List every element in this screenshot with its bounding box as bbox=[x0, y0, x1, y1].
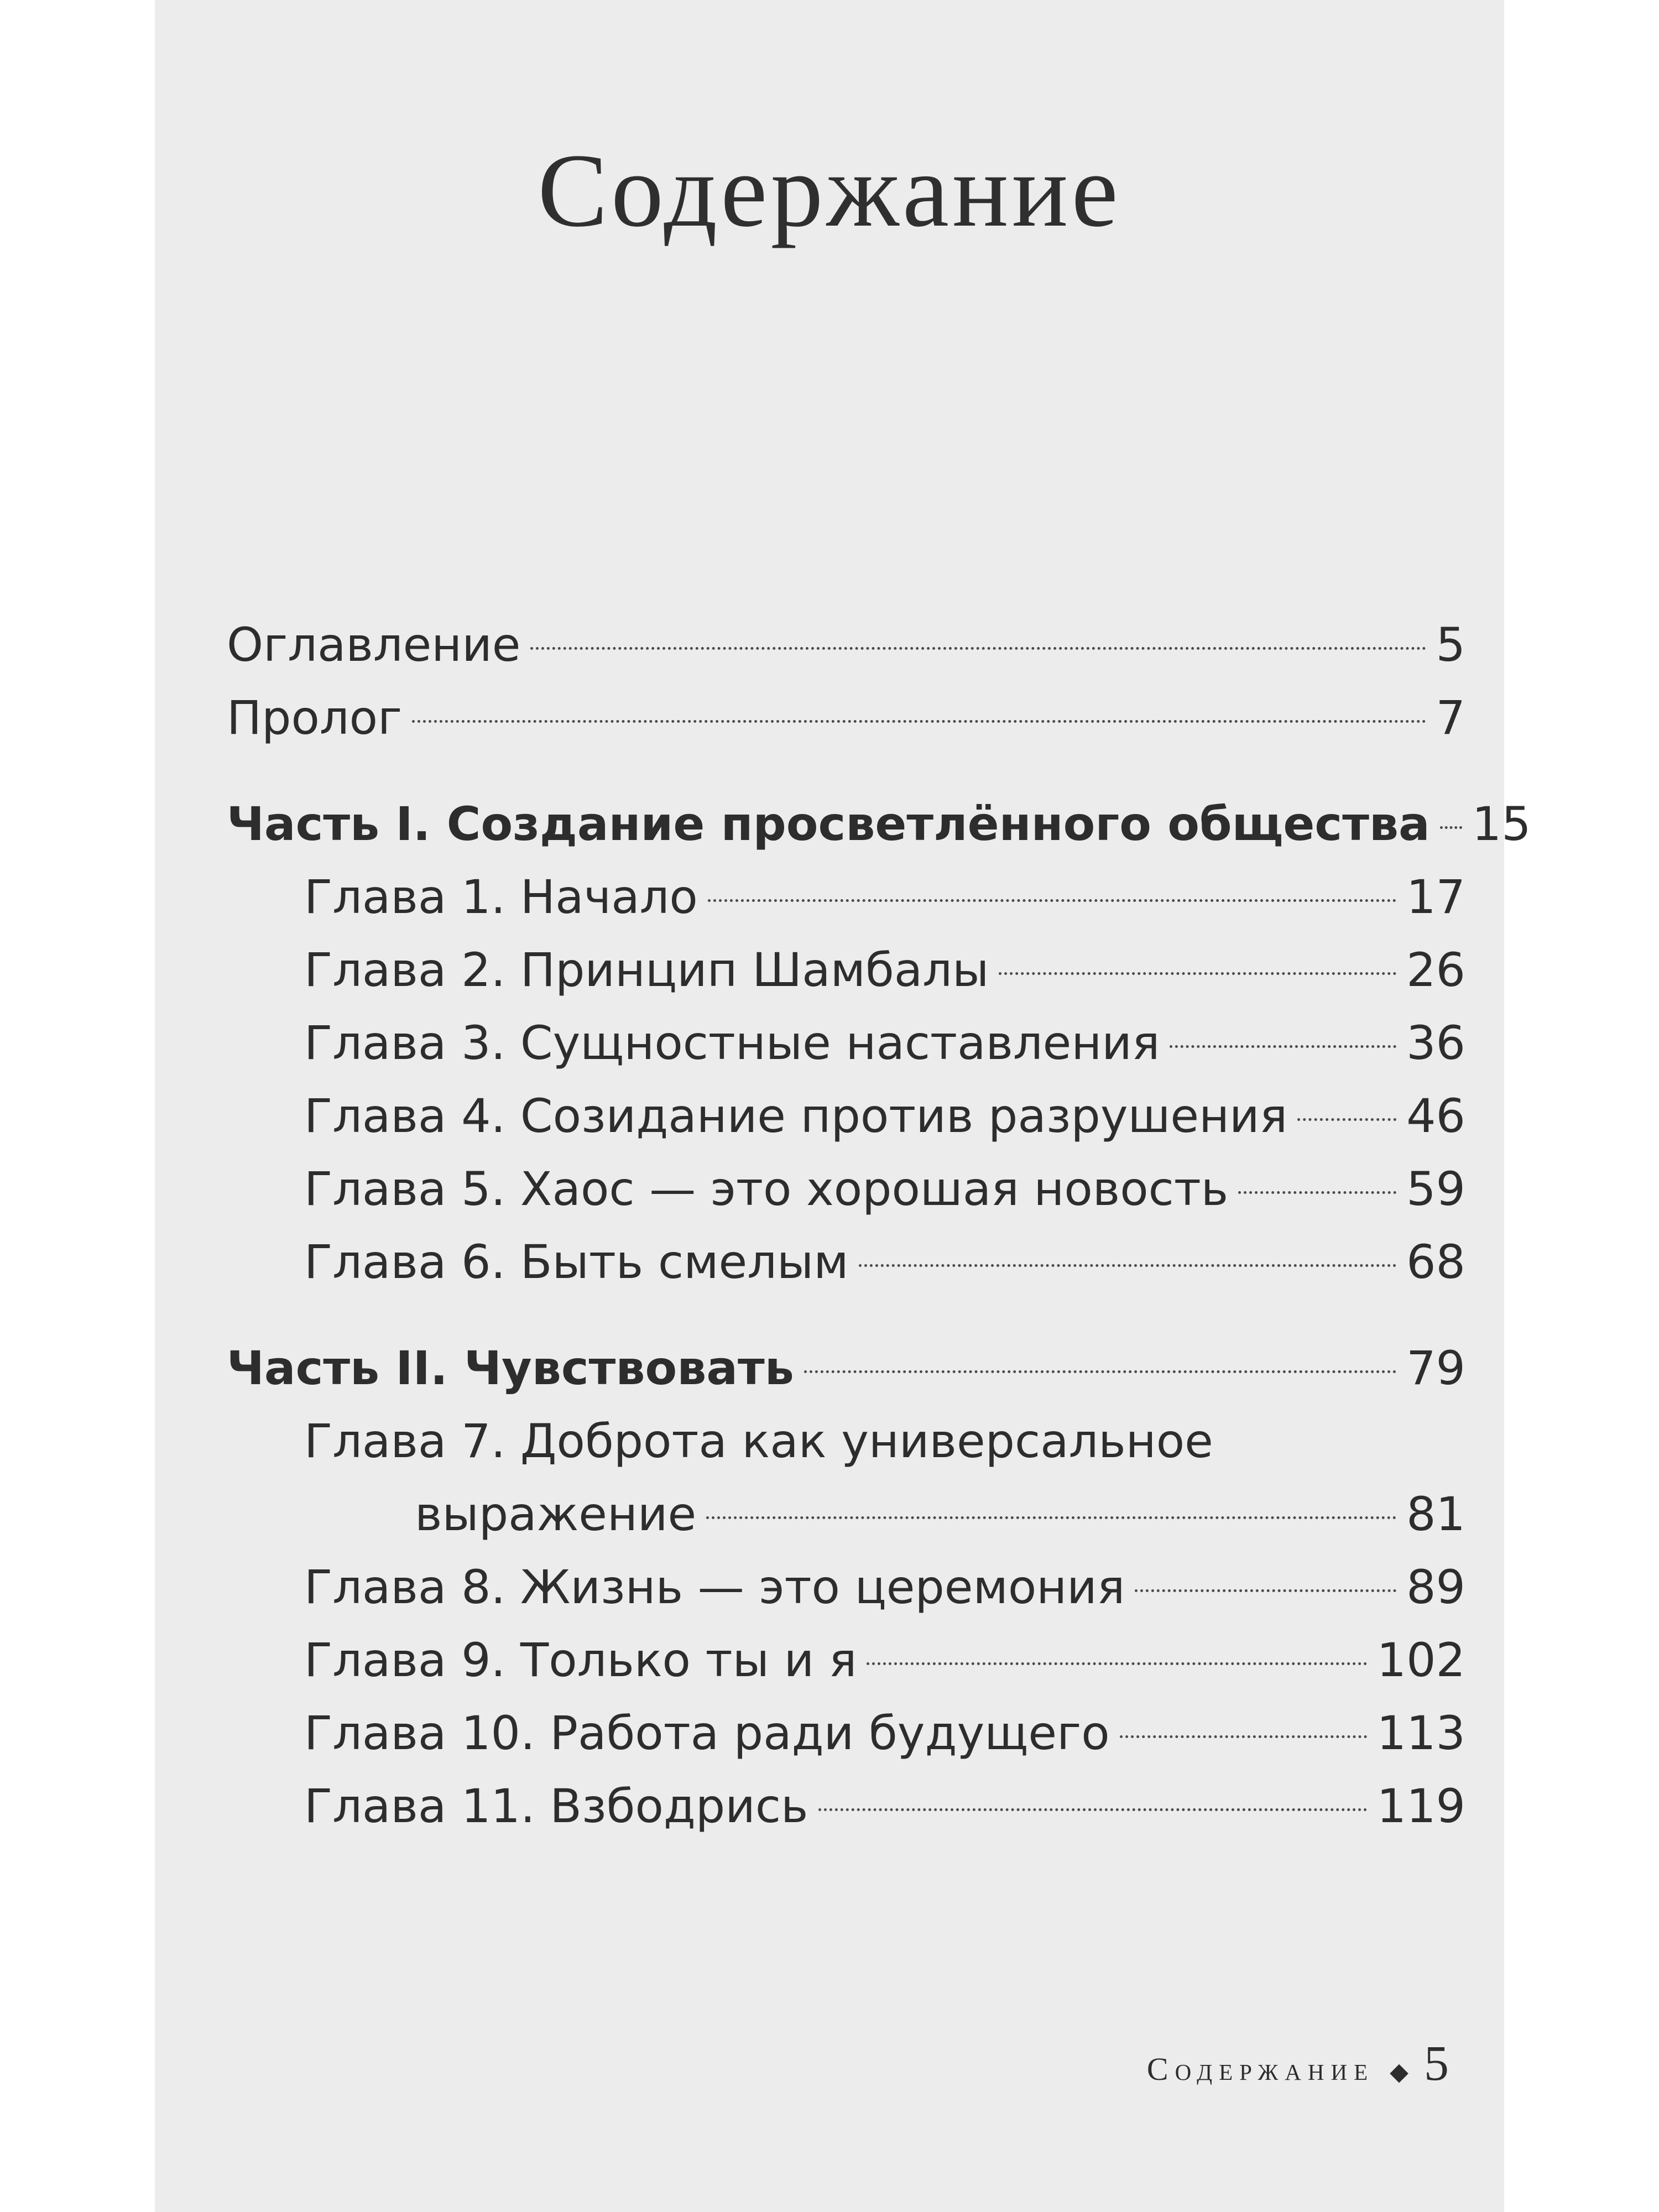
toc-entry-page: 36 bbox=[1406, 1016, 1465, 1070]
toc-entry-label: Глава 6. Быть смелым bbox=[304, 1235, 849, 1289]
toc-chapter-entry bbox=[227, 1079, 1465, 1152]
toc-entry-page: 7 bbox=[1436, 691, 1465, 745]
toc-chapter-entry bbox=[227, 933, 1465, 1006]
toc-entry-page: 68 bbox=[1406, 1235, 1465, 1289]
toc-entry-label: Глава 10. Работа ради будущего bbox=[304, 1706, 1110, 1760]
toc-chapter-entry bbox=[227, 1624, 1465, 1697]
toc-entry-page: 113 bbox=[1376, 1706, 1465, 1760]
dot-leader bbox=[1297, 1118, 1396, 1121]
toc-entry-label: Глава 8. Жизнь — это церемония bbox=[304, 1560, 1125, 1614]
dot-leader bbox=[859, 1264, 1396, 1267]
table-of-contents bbox=[227, 608, 1531, 1843]
dot-leader bbox=[1120, 1735, 1367, 1738]
toc-entry-page: 102 bbox=[1376, 1633, 1465, 1687]
toc-entry-page: 79 bbox=[1406, 1341, 1465, 1395]
diamond-separator-icon: ◆ bbox=[1390, 2058, 1408, 2085]
toc-entry-page: 26 bbox=[1406, 943, 1465, 997]
toc-chapter-entry bbox=[227, 1152, 1465, 1225]
dot-leader bbox=[1238, 1191, 1396, 1194]
dot-leader bbox=[706, 1516, 1396, 1519]
dot-leader bbox=[412, 720, 1426, 723]
book-page bbox=[155, 0, 1531, 2212]
dot-leader bbox=[1170, 1045, 1396, 1048]
toc-entry-page: 81 bbox=[1406, 1487, 1465, 1541]
toc-chapter-entry bbox=[227, 1551, 1465, 1624]
toc-chapter-entry bbox=[227, 1225, 1465, 1298]
dot-leader bbox=[1135, 1589, 1396, 1592]
toc-entry bbox=[227, 608, 1465, 681]
toc-chapter-entry bbox=[227, 1006, 1465, 1079]
toc-chapter-entry bbox=[227, 1405, 1465, 1478]
toc-chapter-entry bbox=[227, 1697, 1465, 1770]
dot-leader bbox=[530, 647, 1426, 650]
toc-entry-label: выражение bbox=[415, 1487, 697, 1541]
dot-leader bbox=[804, 1370, 1396, 1373]
dot-leader bbox=[999, 972, 1396, 975]
running-title: Содержание bbox=[1146, 2051, 1375, 2087]
page-title: Содержание bbox=[538, 133, 1121, 249]
toc-part-entry bbox=[227, 1332, 1465, 1405]
toc-chapter-entry bbox=[227, 1770, 1465, 1843]
toc-part-entry bbox=[227, 787, 1531, 860]
toc-entry-label: Глава 4. Созидание против разрушения bbox=[304, 1089, 1288, 1143]
toc-entry bbox=[227, 681, 1465, 754]
toc-entry-page: 59 bbox=[1406, 1162, 1465, 1216]
toc-chapter-entry-continuation bbox=[227, 1478, 1465, 1551]
toc-chapter-entry bbox=[227, 860, 1465, 933]
toc-entry-label: Часть I. Создание просветлённого общества bbox=[227, 797, 1430, 851]
toc-entry-label: Пролог bbox=[227, 691, 403, 745]
toc-entry-label: Глава 2. Принцип Шамбалы bbox=[304, 943, 989, 997]
dot-leader bbox=[818, 1808, 1367, 1811]
toc-entry-label: Глава 5. Хаос — это хорошая новость bbox=[304, 1162, 1229, 1216]
toc-entry-page: 46 bbox=[1406, 1089, 1465, 1143]
toc-entry-page: 89 bbox=[1406, 1560, 1465, 1614]
toc-entry-label: Глава 11. Взбодрись bbox=[304, 1779, 808, 1833]
toc-entry-label: Глава 9. Только ты и я bbox=[304, 1633, 857, 1687]
toc-entry-page: 5 bbox=[1436, 618, 1465, 672]
toc-entry-label: Глава 7. Доброта как универсальное bbox=[304, 1414, 1213, 1468]
toc-entry-page: 119 bbox=[1376, 1779, 1465, 1833]
dot-leader bbox=[867, 1662, 1366, 1665]
dot-leader bbox=[1440, 826, 1462, 829]
toc-entry-page: 17 bbox=[1406, 870, 1465, 924]
toc-entry-label: Глава 1. Начало bbox=[304, 870, 698, 924]
toc-entry-label: Оглавление bbox=[227, 618, 521, 672]
toc-entry-label: Глава 3. Сущностные наставления bbox=[304, 1016, 1160, 1070]
toc-entry-label: Часть II. Чувствовать bbox=[227, 1341, 794, 1395]
dot-leader bbox=[708, 899, 1396, 902]
page-footer bbox=[1147, 2035, 1449, 2092]
toc-entry-page: 15 bbox=[1472, 797, 1531, 851]
page-number: 5 bbox=[1424, 2036, 1449, 2091]
